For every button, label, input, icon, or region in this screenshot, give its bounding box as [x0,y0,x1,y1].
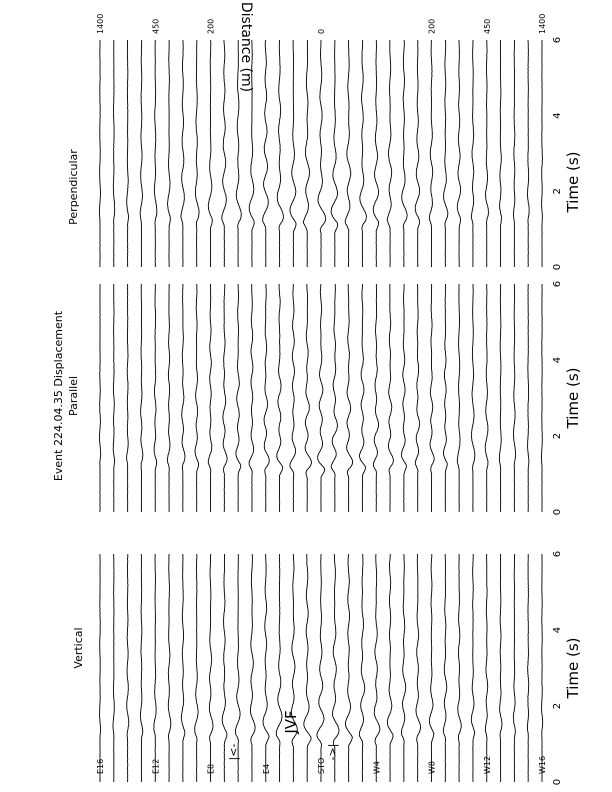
trace [499,284,501,512]
traces-group [99,40,542,267]
trace [263,554,269,782]
trace [168,554,171,782]
panel-title: Parallel [67,375,80,417]
trace [401,284,406,512]
trace [331,284,337,512]
trace [168,40,171,267]
distance-axis-label: Distance (m) [238,1,254,93]
trace [415,284,419,512]
trace [99,40,100,267]
trace [304,554,311,782]
trace [373,40,378,267]
trace [154,40,157,267]
trace [500,554,503,782]
trace [195,554,199,782]
trace [527,554,528,782]
trace [140,554,142,782]
x-tick-label: 4 [552,356,563,364]
x-tick-labels [552,551,563,785]
trace [485,284,488,512]
trace [154,284,156,512]
trace [236,284,241,512]
x-axis-label: Time (s) [564,151,582,213]
trace [250,554,255,782]
x-tick-label: 6 [552,550,563,558]
distance-tick-label: 1400 [538,13,547,34]
trace [277,284,283,512]
trace [167,284,170,512]
station-label: W8 [427,761,437,774]
x-tick-label: 6 [552,36,563,44]
trace [457,284,460,512]
trace [127,284,129,512]
trace [99,554,100,782]
trace [458,554,462,782]
trace [444,40,448,267]
trace [290,284,296,512]
distance-tick-labels [96,14,547,34]
distance-tick-label: 450 [482,18,492,34]
trace [208,40,212,267]
trace [318,40,326,267]
trace [99,284,100,512]
trace [401,554,405,782]
x-tick-label: 0 [552,508,563,516]
trace [429,40,432,267]
trace [154,554,156,782]
station-label: STO [317,757,326,774]
trace [471,284,475,512]
x-tick-label: 4 [552,112,563,119]
trace [181,40,184,267]
x-tick-label: 2 [552,188,563,195]
trace [345,40,351,267]
distance-tick-label: 1400 [96,13,105,34]
trace [402,40,407,267]
trace [416,554,421,782]
x-tick-label: 0 [552,263,563,271]
trace [500,40,502,267]
station-labels [96,756,547,774]
station-label: E8 [206,763,216,774]
x-tick-label: 0 [552,778,563,786]
x-tick-label: 6 [552,280,563,288]
trace [223,284,227,512]
trace [277,40,283,267]
trace [345,554,352,782]
panel-perpendicular [67,37,582,270]
trace [347,284,353,512]
station-label: E12 [151,758,161,774]
distance-tick-label: 200 [427,18,437,34]
trace [290,40,296,267]
trace [113,284,115,512]
trace [513,284,515,512]
trace [303,40,309,267]
trace [527,284,528,512]
trace [318,284,325,512]
trace [415,40,419,267]
x-tick-labels [552,281,563,515]
trace [513,554,515,782]
trace [276,554,282,782]
trace [485,40,488,267]
trace [360,40,367,267]
trace [471,40,474,267]
trace [263,40,269,267]
trace [291,554,297,782]
distance-tick-label: 200 [206,18,216,34]
trace [113,40,114,267]
trace [208,284,212,512]
trace [471,554,474,782]
trace [195,284,199,512]
trace [331,40,338,267]
station-label: W4 [372,761,382,774]
left-arrow-label: |<- [227,743,240,761]
trace [443,554,446,782]
trace [127,554,129,782]
trace [387,40,391,267]
station-label: W12 [482,755,492,774]
trace [359,284,365,512]
panel-title: Perpendicular [67,149,80,225]
trace [541,284,542,512]
trace [317,554,324,782]
traces-group [99,284,542,512]
trace [249,284,254,512]
trace [127,40,129,267]
trace [359,554,365,782]
distance-tick-label: 0 [317,28,326,34]
trace [140,40,142,267]
x-tick-label: 4 [552,626,563,634]
trace [373,284,378,512]
x-tick-labels [552,37,563,270]
jvf-label: JVF [282,710,300,734]
trace [542,40,543,267]
trace [222,40,227,267]
trace [195,40,199,267]
trace [429,554,434,782]
trace [541,554,542,782]
trace [305,284,311,512]
trace [374,554,380,782]
distance-tick-label: 450 [151,18,161,34]
station-label: W16 [538,755,547,774]
panel-title: Vertical [72,627,85,669]
trace [485,554,487,782]
trace [209,554,213,782]
station-label: E16 [96,758,105,774]
trace [387,554,393,782]
trace [181,554,185,782]
trace [264,284,269,512]
trace [457,40,460,267]
trace [141,284,143,512]
traces-group [99,554,542,782]
right-arrow-label: ->| [326,743,339,761]
x-tick-label: 2 [552,702,563,710]
trace [527,40,529,267]
trace [388,284,393,512]
trace [182,284,185,512]
trace [443,284,447,512]
station-label: E4 [261,763,271,774]
trace [430,284,434,512]
trace [113,554,114,782]
x-axis-label: Time (s) [564,637,582,699]
figure-title: Event 224.04.35 Displacement [52,310,65,482]
x-tick-label: 2 [552,432,563,440]
panel-parallel [67,281,582,515]
trace [513,40,515,267]
x-axis-label: Time (s) [564,367,582,429]
